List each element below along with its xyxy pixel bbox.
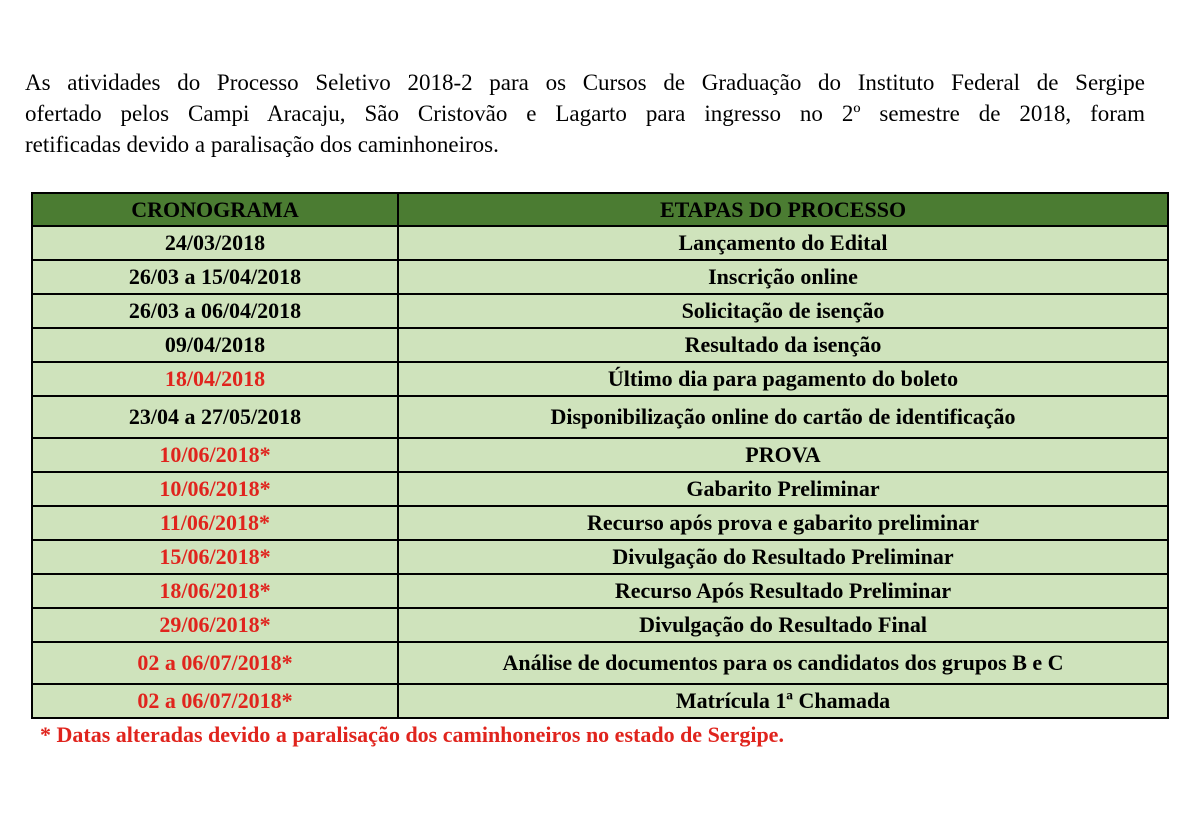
table-row: [32, 260, 1168, 294]
header-etapas: ETAPAS DO PROCESSO: [398, 193, 1168, 226]
intro-line-3: retificadas devido a paralisação dos caminhoneiros.: [25, 132, 499, 157]
table-row: [32, 608, 1168, 642]
row-date: 02 a 06/07/2018*: [32, 684, 398, 718]
table-row: [32, 540, 1168, 574]
table-row: [32, 506, 1168, 540]
row-step: Análise de documentos para os candidatos dos grupos B e C: [398, 642, 1168, 684]
table-row: [32, 294, 1168, 328]
intro-line-1: As atividades do Processo Seletivo 2018-2 para os Cursos de Graduação do Instituto Federal de Sergipe: [25, 70, 1145, 95]
row-step: Solicitação de isenção: [398, 294, 1168, 328]
row-step: Gabarito Preliminar: [398, 472, 1168, 506]
table-row: [32, 328, 1168, 362]
row-date: 10/06/2018*: [32, 438, 398, 472]
row-step: Disponibilização online do cartão de identificação: [398, 396, 1168, 438]
header-cronograma: CRONOGRAMA: [32, 193, 398, 226]
table-row: [32, 574, 1168, 608]
row-date: 26/03 a 15/04/2018: [32, 260, 398, 294]
row-date: 23/04 a 27/05/2018: [32, 396, 398, 438]
row-step: Divulgação do Resultado Final: [398, 608, 1168, 642]
row-step: Inscrição online: [398, 260, 1168, 294]
table-header-row: [32, 193, 1168, 226]
table-row: [32, 396, 1168, 438]
table-body: [32, 226, 1168, 718]
row-step: Resultado da isenção: [398, 328, 1168, 362]
row-date: 09/04/2018: [32, 328, 398, 362]
row-date: 11/06/2018*: [32, 506, 398, 540]
intro-paragraph: [25, 67, 1145, 160]
table-row: [32, 642, 1168, 684]
table-row: [32, 226, 1168, 260]
row-step: Matrícula 1ª Chamada: [398, 684, 1168, 718]
row-step: PROVA: [398, 438, 1168, 472]
row-date: 29/06/2018*: [32, 608, 398, 642]
row-date: 24/03/2018: [32, 226, 398, 260]
row-date: 10/06/2018*: [32, 472, 398, 506]
schedule-table: [31, 192, 1169, 719]
row-date: 15/06/2018*: [32, 540, 398, 574]
row-step: Último dia para pagamento do boleto: [398, 362, 1168, 396]
row-date: 02 a 06/07/2018*: [32, 642, 398, 684]
row-step: Recurso Após Resultado Preliminar: [398, 574, 1168, 608]
row-date: 26/03 a 06/04/2018: [32, 294, 398, 328]
intro-line-2: ofertado pelos Campi Aracaju, São Cristovão e Lagarto para ingresso no 2º semestre de 2018, foram: [25, 101, 1145, 126]
row-date: 18/04/2018: [32, 362, 398, 396]
table-row: [32, 472, 1168, 506]
table-row: [32, 362, 1168, 396]
row-date: 18/06/2018*: [32, 574, 398, 608]
row-step: Divulgação do Resultado Preliminar: [398, 540, 1168, 574]
table-row: [32, 438, 1168, 472]
table-row: [32, 684, 1168, 718]
footnote: * Datas alteradas devido a paralisação dos caminhoneiros no estado de Sergipe.: [40, 722, 784, 747]
row-step: Lançamento do Edital: [398, 226, 1168, 260]
row-step: Recurso após prova e gabarito preliminar: [398, 506, 1168, 540]
